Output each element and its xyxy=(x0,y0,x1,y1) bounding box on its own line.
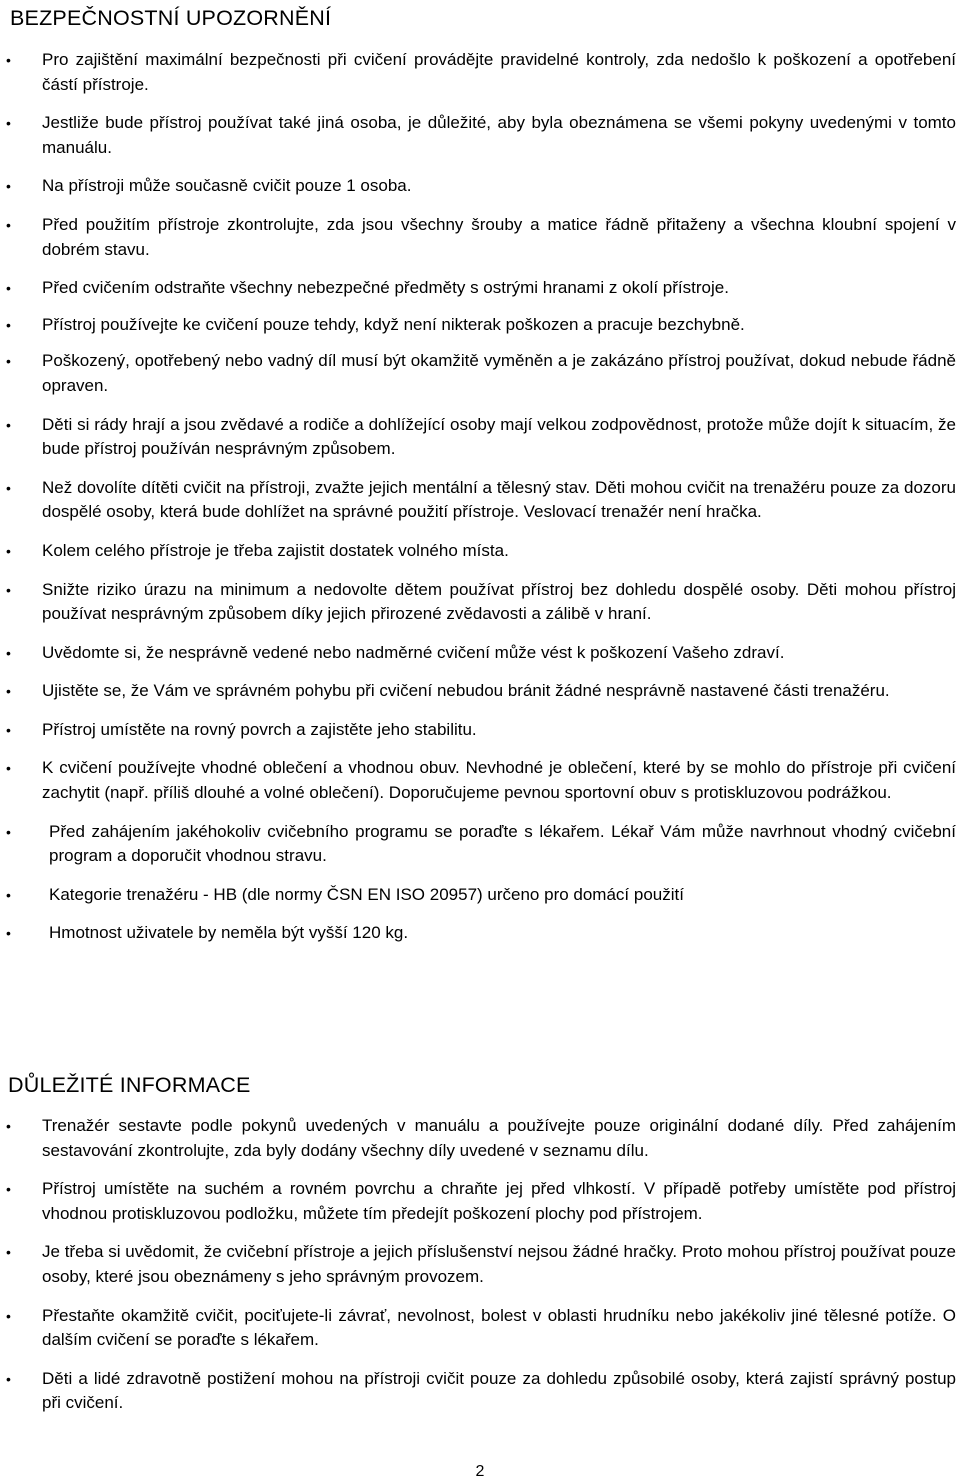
bullet-icon: • xyxy=(6,760,11,777)
bullet-icon: • xyxy=(6,925,11,942)
list-item: • Kategorie trenažéru - HB (dle normy ČSN EN ISO 20957) určeno pro domácí použití xyxy=(0,883,960,908)
list-item: • Děti si rády hrají a jsou zvědavé a rodiče a dohlížející osoby mají velkou zodpovědnost, protože může dojít k situacím, že bude přístroj používán nesprávným způsobem. xyxy=(6,414,956,459)
bullet-icon: • xyxy=(6,1370,11,1387)
list-item: • Je třeba si uvědomit, že cvičební přístroje a jejich příslušenství nejsou žádné hračky. Proto mohou přístroj používat pouze osoby, které jsou obeznámeny s jeho správným provozem. xyxy=(6,1242,956,1286)
list-item: • Trenažér sestavte podle pokynů uvedených v manuálu a používejte pouze originální dodané díly. Před zahájením sestavování zkontrolujte, zda byly dodány všechny díly uvedené v seznamu dílu. xyxy=(6,1116,956,1160)
list-item: • Snižte riziko úrazu na minimum a nedovolte dětem používat přístroj bez dohledu dospělé osoby. Děti mohou přístroj používat nesprávným způsobem díky jejich přirozené zvědavosti a zálibě v hraní. xyxy=(6,579,956,624)
bullet-icon: • xyxy=(6,479,11,496)
list-item: • Přístroj umístěte na rovný povrch a zajistěte jeho stabilitu. xyxy=(0,718,960,743)
info-heading: DŮLEŽITÉ INFORMACE xyxy=(8,1073,251,1097)
bullet-icon: • xyxy=(6,1307,11,1324)
bullet-icon: • xyxy=(6,52,11,68)
info-list xyxy=(0,1114,960,1416)
bullet-icon: • xyxy=(6,1181,11,1198)
list-item: • Před zahájením jakéhokoliv cvičebního programu se poraďte s lékařem. Lékař Vám může navrhnout vhodný cvičební program a doporučit vhodnou stravu. xyxy=(6,821,956,866)
list-item: • Děti a lidé zdravotně postižení mohou na přístroji cvičit pouze za dohledu způsobilé osoby, která zajistí správný postup při cvičení. xyxy=(6,1368,956,1413)
bullet-icon: • xyxy=(6,353,11,370)
bullet-icon: • xyxy=(6,1118,11,1134)
list-item: • Než dovolíte dítěti cvičit na přístroji, zvažte jejich mentální a tělesný stav. Děti mohou cvičit na trenažéru pouze za dozoru dospělé osoby, která bude dohlížet na správné použití přístroje. Veslovací trenažér není hračka. xyxy=(6,477,956,522)
bullet-icon: • xyxy=(6,280,11,297)
list-item: • Přístroj umístěte na suchém a rovném povrchu a chraňte jej před vlhkostí. V případě potřeby umístěte pod přístroj vhodnou protiskluzovou podložku, můžete tím předejít poškození plochy pod přístrojem. xyxy=(6,1179,956,1223)
bullet-icon: • xyxy=(6,886,11,903)
list-item: • Uvědomte si, že nesprávně vedené nebo nadměrné cvičení může vést k poškození Vašeho zdraví. xyxy=(0,641,960,666)
bullet-icon: • xyxy=(6,644,11,661)
list-item: • Kolem celého přístroje je třeba zajistit dostatek volného místa. xyxy=(0,539,960,564)
bullet-icon: • xyxy=(6,683,11,700)
bullet-icon: • xyxy=(6,115,11,132)
list-item: • Na přístroji může současně cvičit pouze 1 osoba. xyxy=(0,174,960,199)
bullet-icon: • xyxy=(6,1244,11,1261)
list-item: • Pro zajištění maximální bezpečnosti při cvičení provádějte pravidelné kontroly, zda nedošlo k poškození a opotřebení částí přístroje. xyxy=(6,50,956,94)
bullet-icon: • xyxy=(6,581,11,598)
page-number: 2 xyxy=(475,1463,485,1480)
bullet-icon: • xyxy=(6,542,11,559)
bullet-icon: • xyxy=(6,178,11,195)
safety-heading: BEZPEČNOSTNÍ UPOZORNĚNÍ xyxy=(10,6,332,30)
bullet-icon: • xyxy=(6,721,11,738)
list-item: • Poškozený, opotřebený nebo vadný díl musí být okamžitě vyměněn a je zakázáno přístroj používat, dokud nebude řádně opraven. xyxy=(6,351,956,395)
list-item: • Před použitím přístroje zkontrolujte, zda jsou všechny šrouby a matice řádně přitaženy a všechna kloubní spojení v dobrém stavu. xyxy=(6,214,956,259)
safety-list xyxy=(0,48,960,946)
list-item: • Jestliže bude přístroj používat také jiná osoba, je důležité, aby byla obeznámena se všemi pokyny uvedenými v tomto manuálu. xyxy=(6,113,956,157)
list-item: • Ujistěte se, že Vám ve správném pohybu při cvičení nebudou bránit žádné nesprávně nastavené části trenažéru. xyxy=(0,679,960,704)
list-item: • Přestaňte okamžitě cvičit, pociťujete-li závrať, nevolnost, bolest v oblasti hrudníku nebo jakékoliv jiné tělesné potíže. O dalším cvičení se poraďte s lékařem. xyxy=(6,1305,956,1350)
list-item: • Před cvičením odstraňte všechny nebezpečné předměty s ostrými hranami z okolí přístroje. xyxy=(0,276,960,301)
bullet-icon: • xyxy=(6,823,11,840)
list-item: • K cvičení používejte vhodné oblečení a vhodnou obuv. Nevhodné je oblečení, které by se mohlo do přístroje při cvičení zachytit (např. příliš dlouhé a volné oblečení). Doporučujeme pevnou sportovní obuv s protiskluzovou podrážkou. xyxy=(6,758,956,803)
list-item: • Hmotnost uživatele by neměla být vyšší 120 kg. xyxy=(0,921,960,946)
bullet-icon: • xyxy=(6,316,11,333)
bullet-icon: • xyxy=(6,416,11,433)
bullet-icon: • xyxy=(6,216,11,233)
list-item: • Přístroj používejte ke cvičení pouze tehdy, když není nikterak poškozen a pracuje bezchybně. xyxy=(0,313,960,338)
